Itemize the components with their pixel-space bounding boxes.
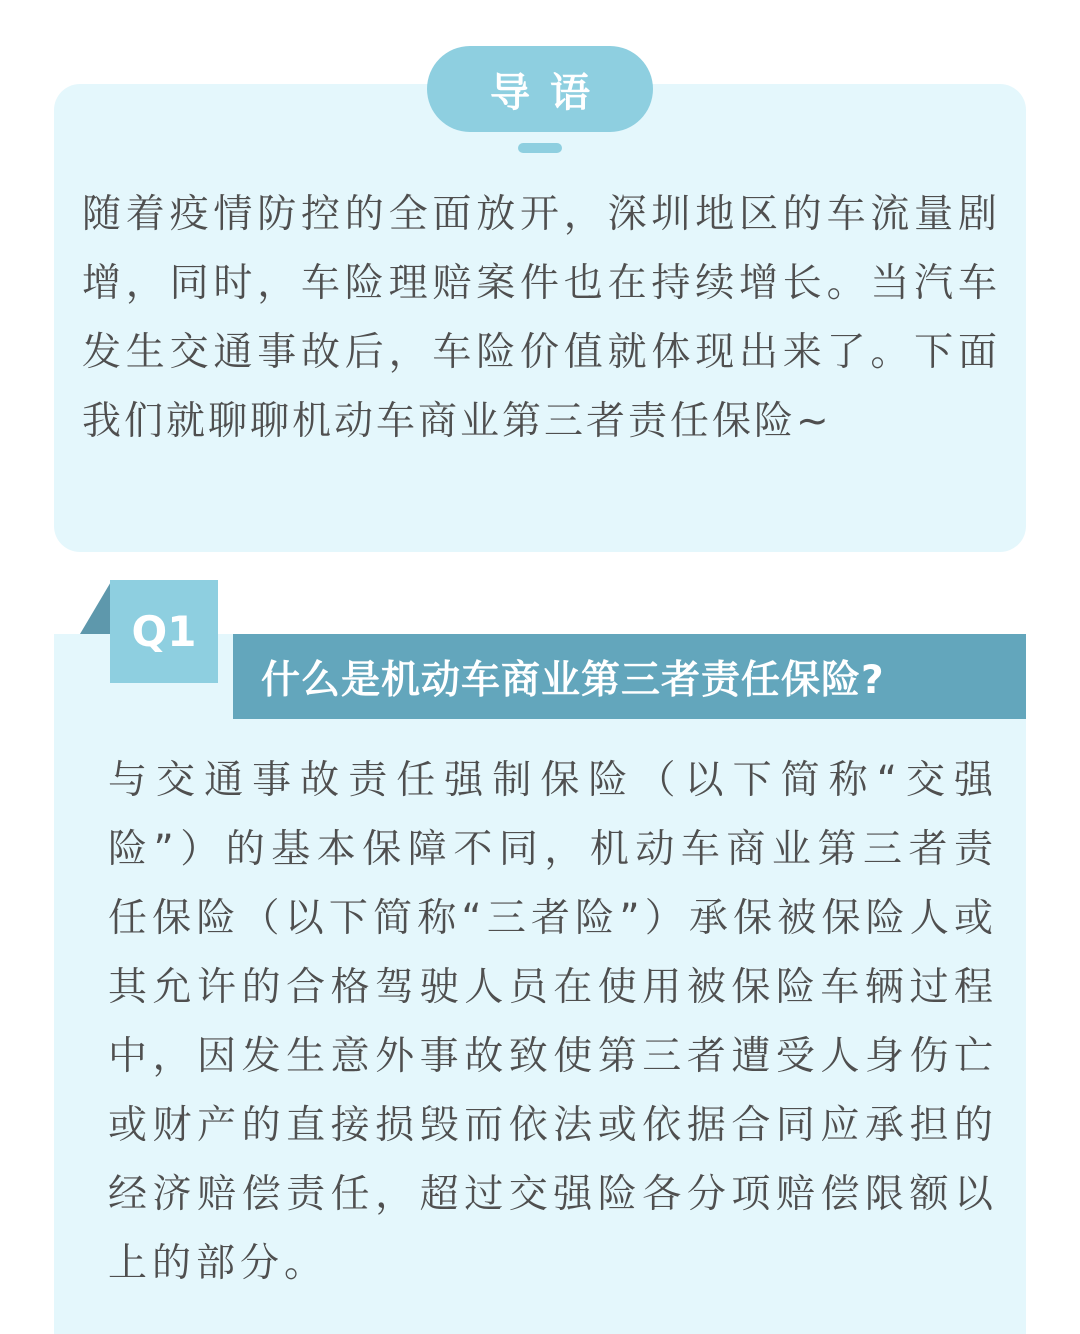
intro-paragraph: 随着疫情防控的全面放开，深圳地区的车流量剧增，同时，车险理赔案件也在持续增长。当汽车发生交通事故后，车险价值就体现出来了。下面我们就聊聊机动车商业第三者责任保险~	[82, 192, 1000, 444]
intro-badge: 导语	[427, 46, 653, 132]
q1-paragraph: 与交通事故责任强制保险（以下简称“交强险”）的基本保障不同，机动车商业第三者责任保险（以下简称“三者险”）承保被保险人或其允许的合格驾驶人员在使用被保险车辆过程中，因发生意外事故致使第三者遭受人身伤亡或财产的直接损毁而依法或依据合同应承担的经济赔偿责任，超过交强险各分项赔偿限额以上的部分。	[108, 758, 998, 1286]
q1-badge-fold	[80, 580, 112, 634]
intro-divider	[518, 143, 562, 153]
q1-badge: Q1	[110, 580, 218, 683]
q1-title: 什么是机动车商业第三者责任保险?	[233, 634, 1026, 719]
